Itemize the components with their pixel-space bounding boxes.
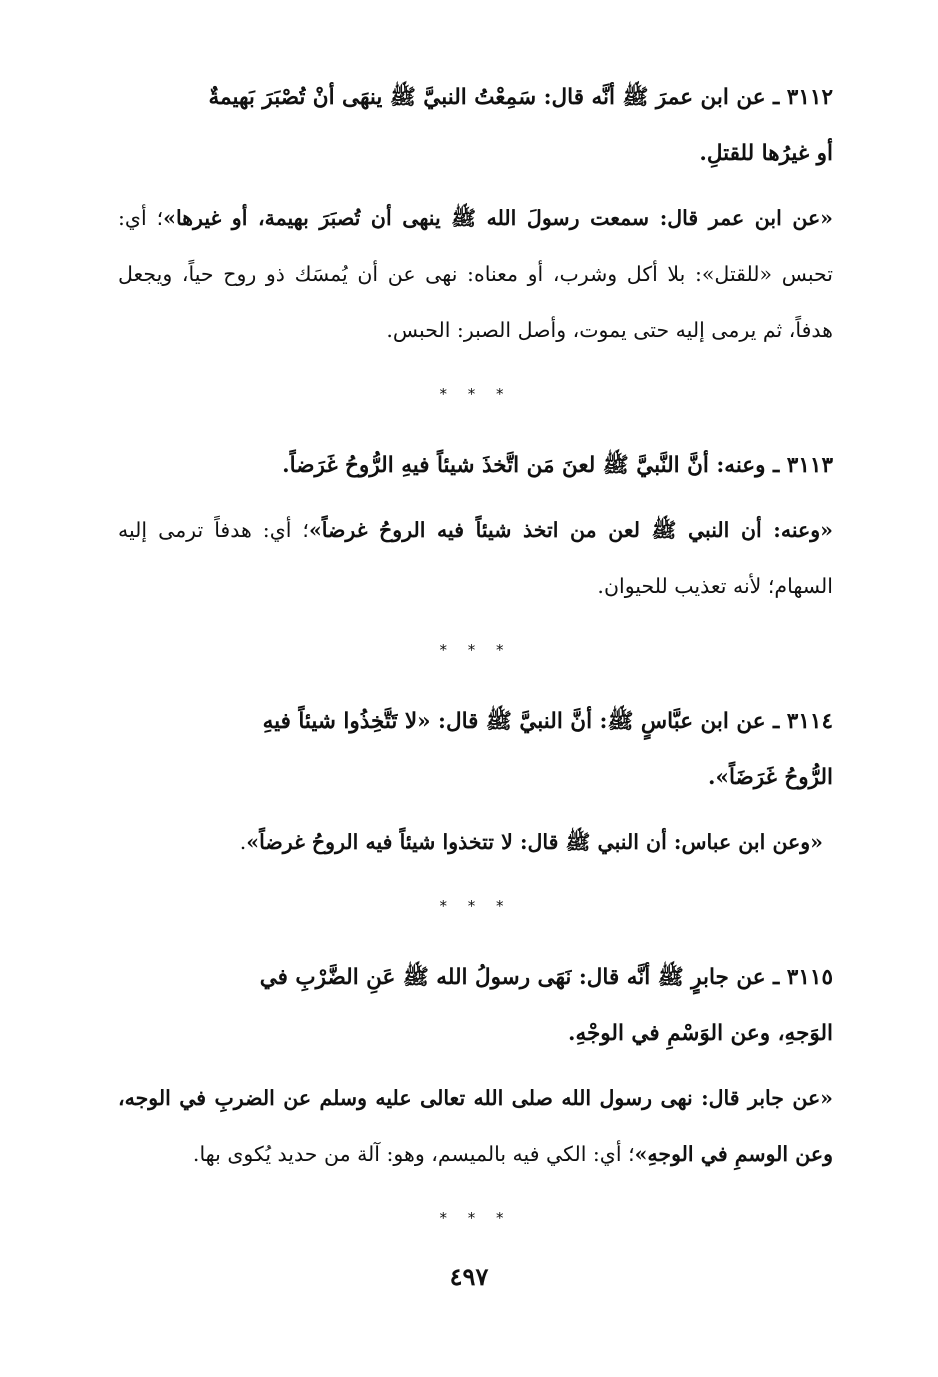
section-separator: * * * [439,1209,512,1227]
hadith-line: الوَجهِ، وعن الوَسْمِ في الوجْهِ. [568,1021,833,1046]
commentary-text [118,190,833,358]
commentary-quote: «وعنه: أن النبي ﷺ لعن من اتخذ شيئاً فيه الروحُ غرضاً» [308,518,833,542]
hadith-line: ٣١١٥ ـ عن جابرٍ ﷺ أنَّه قال: نَهَى رسولُ الله ﷺ عَنِ الضَّرْبِ في [259,965,833,990]
hadith-text [118,694,833,806]
commentary-line: ؛ أي: هدفاً [214,518,309,542]
hadith-entry-3112 [118,70,833,358]
commentary-line: ؛ أي: الكي فيه بالميسم، وهو: آلة من [323,1142,635,1166]
hadith-line: ٣١١٣ ـ وعنه: أنَّ النَّبيَّ ﷺ لعنَ مَن اتَّخذَ شيئاً فيهِ الرُّوحُ غَرَضاً. [282,453,833,478]
hadith-text [118,950,833,1062]
hadith-text [118,70,833,182]
hadith-text [118,438,833,494]
commentary-text [118,814,833,870]
hadith-line: الرُّوحُ غَرَضَاً». [708,765,833,790]
section-separator: * * * [439,641,512,659]
hadith-line: أو غيرُها للقتلِ. [699,141,833,166]
hadith-entry-3113 [118,438,833,614]
section-separator: * * * [439,897,512,915]
commentary-quote: «عن ابن عمر قال: سمعت رسولَ الله ﷺ ينهى أن تُصبَرَ بهيمة، أو غيرها» [163,206,833,230]
hadith-entry-3115 [118,950,833,1182]
page-body [118,70,833,1262]
commentary-text [118,502,833,614]
commentary-line: حديد يُكوى بها. [192,1142,318,1166]
hadith-entry-3114 [118,694,833,870]
commentary-line: ذو روح حياً، ويجعل هدفاً، ثم يرمى إليه حتى يموت، وأصل الصبر: الحبس. [118,262,833,342]
commentary-quote: «وعن ابن عباس: أن النبي ﷺ قال: لا تتخذوا شيئاً فيه الروحُ غرضاً» [246,830,823,854]
commentary-text [118,1070,833,1182]
commentary-line: ؛ أي: تحبس «للقتل»: بلا أكل وشرب، أو معناه: نهى عن أن يُمسَك [118,206,833,286]
commentary-line: ترمى إليه السهام؛ لأنه تعذيب للحيوان. [118,518,833,598]
commentary-line: . [239,830,247,854]
hadith-line: ٣١١٤ ـ عن ابن عبَّاسٍ ﷺ: أنَّ النبيَّ ﷺ قال: «لا تَتَّخِذُوا شيئاً فيهِ [262,709,833,734]
page-number: ٤٩٧ [449,1262,489,1291]
commentary-quote: «عن جابر قال: نهى رسول الله صلى الله تعالى عليه وسلم عن الضربِ في الوجه، وعن الوسمِ في الوجهِ» [118,1086,833,1166]
section-separator: * * * [439,385,512,403]
hadith-line: ٣١١٢ ـ عن ابن عمرَ ﷺ أنَّه قال: سَمِعْتُ النبيَّ ﷺ ينهَى أنْ تُصْبَرَ بَهيمةٌ [208,85,833,110]
